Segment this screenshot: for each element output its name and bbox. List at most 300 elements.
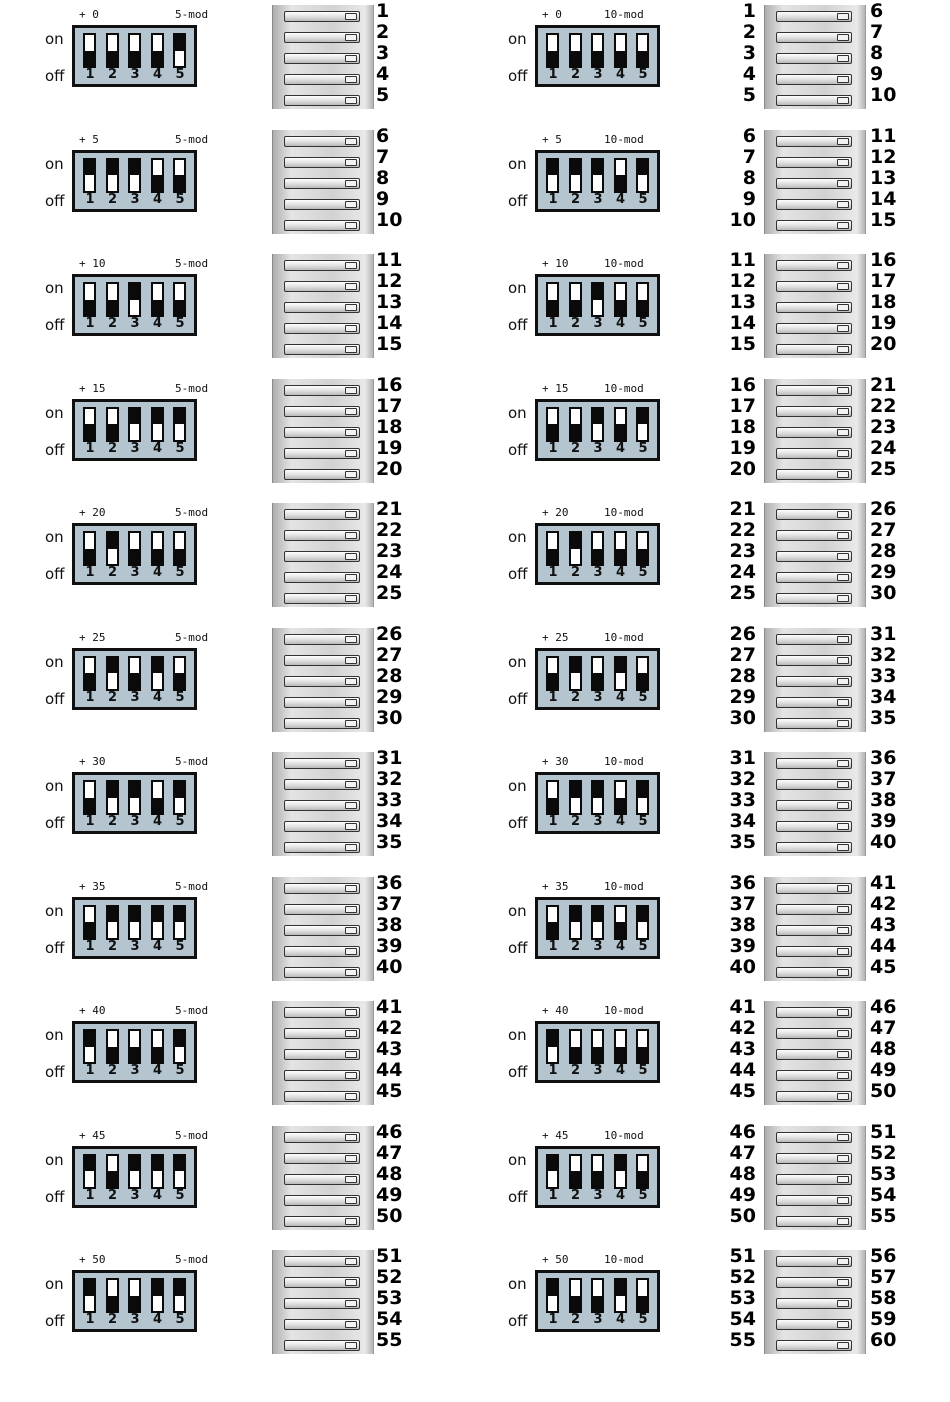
slot-cap [345, 429, 357, 436]
bell-button-slot [776, 74, 852, 85]
slot-cap [345, 802, 357, 809]
switch-number: 2 [107, 1312, 118, 1327]
address-number: 55 [870, 1204, 897, 1227]
switch-number: 3 [593, 689, 603, 705]
right-dip-unit [508, 1001, 698, 1121]
address-number: 7 [870, 21, 884, 43]
bell-button-slot [284, 220, 360, 231]
dip-switch-4 [151, 531, 164, 566]
address-number: 23 [729, 540, 756, 562]
bell-button-slot [776, 1049, 852, 1060]
address-number: 4 [742, 63, 756, 85]
bell-button-slot [284, 136, 360, 147]
switch-number: 3 [130, 191, 140, 207]
switch-number: 3 [593, 67, 603, 82]
bell-button-slot [776, 323, 852, 334]
bell-button-slot [284, 323, 360, 334]
right-dip-unit [508, 130, 698, 250]
dip-switch-1 [546, 905, 559, 940]
bell-button-slot [284, 1216, 360, 1227]
switch-knob [571, 160, 580, 176]
switch-knob [175, 1280, 184, 1296]
dip-switch-1 [83, 407, 96, 442]
bell-button-slot [284, 1070, 360, 1081]
address-number: 36 [376, 871, 403, 894]
switch-number: 1 [85, 565, 95, 580]
dip-switch-2 [106, 1029, 119, 1064]
bell-button-slot [776, 1298, 852, 1309]
bell-button-slot [776, 11, 852, 22]
slot-cap [837, 636, 849, 643]
slot-cap [837, 823, 849, 830]
dip-switch-3 [128, 656, 141, 691]
slot-cap [345, 906, 357, 913]
address-number: 50 [870, 1080, 897, 1102]
slot-cap [837, 138, 849, 145]
offset-label: + 45 [79, 1128, 106, 1142]
address-number: 41 [729, 996, 756, 1018]
dip-switch-3 [591, 158, 604, 193]
dip-switch-5 [636, 1029, 649, 1064]
off-label: off [508, 1312, 528, 1330]
offset-label: + 35 [542, 879, 569, 893]
address-number: 37 [729, 892, 756, 915]
address-number: 20 [870, 333, 897, 355]
switch-number: 5 [638, 316, 648, 331]
slot-cap [345, 636, 357, 643]
left-dip-unit [45, 877, 235, 997]
switch-knob [175, 1031, 184, 1047]
mode-label: 10-mod [604, 506, 644, 519]
dip-switch-3 [128, 158, 141, 193]
off-label: off [508, 565, 528, 583]
address-number: 24 [729, 561, 756, 583]
right-button-panel [764, 752, 866, 856]
switch-knob [548, 424, 557, 440]
bell-button-slot [284, 1153, 360, 1164]
switch-number: 4 [152, 1312, 163, 1327]
slot-cap [837, 450, 849, 457]
on-label: on [508, 1275, 527, 1293]
address-number: 15 [870, 208, 897, 231]
dip-switch-5 [173, 158, 186, 193]
bell-button-slot [284, 572, 360, 583]
left-dip-unit [45, 1126, 235, 1246]
on-label: on [45, 1150, 64, 1169]
switch-number: 5 [175, 938, 185, 954]
dip-switch-block [535, 523, 660, 585]
dip-switch-1 [546, 780, 559, 815]
mode-label: 10-mod [604, 630, 644, 644]
slot-cap [837, 1155, 849, 1162]
on-label: on [508, 154, 527, 173]
off-label: off [45, 1187, 65, 1206]
bell-button-slot [284, 967, 360, 978]
dip-switch-3 [591, 407, 604, 442]
dip-switch-block [535, 399, 660, 461]
address-number: 58 [870, 1287, 897, 1309]
switch-number: 2 [570, 814, 581, 829]
address-number: 44 [729, 1059, 756, 1081]
dip-switch-1 [83, 33, 96, 68]
bell-button-slot [776, 758, 852, 769]
address-number: 5 [742, 84, 756, 106]
address-number: 45 [376, 1080, 403, 1102]
dip-switch-3 [591, 1278, 604, 1313]
bell-button-slot [284, 1319, 360, 1330]
address-number: 6 [870, 0, 884, 22]
address-number: 52 [729, 1266, 756, 1288]
address-number: 17 [376, 394, 403, 417]
address-number: 8 [742, 166, 756, 189]
switch-number: 2 [107, 1063, 118, 1078]
bell-button-slot [776, 427, 852, 438]
switch-knob [175, 673, 184, 689]
switch-knob [108, 782, 117, 798]
dip-switch-block [72, 25, 197, 87]
bell-button-slot [776, 1028, 852, 1039]
slot-cap [837, 657, 849, 664]
dip-switch-5 [636, 282, 649, 317]
switch-number: 3 [130, 1187, 140, 1203]
address-number: 11 [729, 249, 756, 271]
bell-button-slot [776, 967, 852, 978]
left-button-panel [272, 5, 374, 109]
bell-button-slot [284, 697, 360, 708]
mode-label: 5-mod [175, 755, 209, 768]
switch-number: 2 [107, 814, 118, 829]
config-row [0, 747, 950, 872]
bell-button-slot [776, 32, 852, 43]
slot-cap [837, 201, 849, 208]
address-number: 8 [870, 42, 884, 64]
address-number: 1 [376, 0, 390, 22]
switch-knob [638, 409, 647, 425]
on-label: on [45, 652, 64, 671]
switch-number: 2 [107, 440, 118, 456]
address-number: 46 [870, 996, 897, 1018]
mode-label: 5-mod [175, 8, 209, 21]
slot-cap [345, 1279, 357, 1286]
slot-cap [345, 159, 357, 166]
address-number: 54 [729, 1308, 756, 1330]
switch-knob [108, 160, 117, 176]
dip-switch-3 [128, 1029, 141, 1064]
switch-knob [593, 782, 602, 798]
switch-number: 4 [615, 1312, 626, 1327]
dip-switch-2 [569, 656, 582, 691]
address-number: 35 [376, 831, 403, 853]
switch-number: 1 [85, 1063, 95, 1078]
switch-number: 2 [570, 1187, 581, 1203]
address-number: 10 [729, 208, 756, 231]
switch-knob [616, 51, 625, 67]
dip-switch-2 [106, 656, 119, 691]
mode-label: 5-mod [175, 506, 209, 519]
address-number: 49 [870, 1059, 897, 1081]
dip-switch-1 [83, 282, 96, 317]
slot-cap [345, 678, 357, 685]
bell-button-slot [776, 302, 852, 313]
bell-button-slot [284, 260, 360, 271]
address-number: 6 [376, 124, 390, 147]
switch-number: 4 [615, 689, 626, 705]
address-number: 60 [870, 1329, 897, 1351]
right-button-panel [764, 503, 866, 607]
switch-number: 3 [130, 689, 140, 705]
dip-switch-5 [636, 656, 649, 691]
dip-switch-5 [173, 1154, 186, 1189]
switch-knob [616, 1047, 625, 1063]
switch-knob [548, 1031, 557, 1047]
bell-button-slot [776, 385, 852, 396]
switch-number: 1 [548, 565, 558, 580]
dip-switch-5 [173, 531, 186, 566]
bell-button-slot [776, 634, 852, 645]
switch-number: 1 [548, 191, 558, 207]
slot-cap [837, 781, 849, 788]
address-number: 28 [870, 540, 897, 562]
left-button-panel [272, 1001, 374, 1105]
offset-label: + 15 [542, 381, 569, 395]
slot-cap [837, 699, 849, 706]
slot-cap [345, 471, 357, 478]
address-number: 50 [729, 1204, 756, 1227]
switch-number: 1 [548, 316, 558, 331]
dip-switch-block [535, 25, 660, 87]
switch-number: 2 [107, 565, 118, 580]
bell-button-slot [776, 1256, 852, 1267]
switch-number: 4 [615, 938, 626, 954]
slot-cap [345, 969, 357, 976]
left-dip-unit [45, 254, 235, 374]
bell-button-slot [776, 1174, 852, 1185]
switch-number: 1 [548, 938, 558, 954]
switch-knob [638, 907, 647, 923]
dip-switch-4 [614, 780, 627, 815]
switch-knob [616, 175, 625, 191]
switch-knob [638, 782, 647, 798]
switch-knob [571, 907, 580, 923]
switch-knob [130, 782, 139, 798]
address-number: 38 [729, 913, 756, 936]
mode-label: 5-mod [175, 1253, 209, 1266]
dip-switch-5 [636, 33, 649, 68]
dip-switch-5 [636, 158, 649, 193]
bell-button-slot [284, 1174, 360, 1185]
address-number: 8 [376, 166, 390, 189]
switch-number: 5 [175, 689, 185, 705]
address-number: 22 [376, 519, 403, 541]
dip-switch-block [72, 897, 197, 959]
slot-cap [837, 387, 849, 394]
switch-knob [85, 1156, 94, 1172]
address-number: 9 [742, 187, 756, 210]
switch-knob [130, 673, 139, 689]
bell-button-slot [776, 593, 852, 604]
switch-knob [175, 907, 184, 923]
switch-knob [571, 782, 580, 798]
switch-knob [616, 658, 625, 674]
bell-button-slot [284, 157, 360, 168]
slot-cap [345, 97, 357, 104]
bell-button-slot [284, 676, 360, 687]
dip-switch-block [535, 1146, 660, 1208]
address-number: 7 [376, 145, 390, 168]
bell-button-slot [776, 1340, 852, 1351]
dip-switch-1 [546, 1154, 559, 1189]
bell-button-slot [284, 530, 360, 541]
dip-switch-1 [546, 33, 559, 68]
switch-number: 4 [152, 565, 163, 580]
switch-knob [175, 409, 184, 425]
switch-knob [593, 1296, 602, 1312]
switch-number: 2 [107, 191, 118, 207]
slot-cap [837, 1093, 849, 1100]
switch-knob [85, 424, 94, 440]
bell-button-slot [284, 53, 360, 64]
dip-switch-5 [173, 656, 186, 691]
dip-switch-5 [173, 407, 186, 442]
switch-knob [571, 658, 580, 674]
switch-number: 3 [130, 1063, 140, 1078]
slot-cap [345, 1051, 357, 1058]
switch-knob [548, 51, 557, 67]
switch-knob [85, 549, 94, 565]
bell-button-slot [776, 1195, 852, 1206]
address-number: 28 [729, 664, 756, 687]
left-button-panel [272, 877, 374, 981]
dip-switch-2 [106, 33, 119, 68]
off-label: off [508, 938, 528, 957]
address-number: 47 [870, 1017, 897, 1039]
switch-knob [548, 300, 557, 316]
slot-cap [345, 574, 357, 581]
offset-label: + 10 [542, 257, 569, 270]
bell-button-slot [776, 260, 852, 271]
left-button-panel [272, 628, 374, 732]
switch-knob [130, 1156, 139, 1172]
switch-number: 3 [593, 938, 603, 954]
slot-cap [345, 1072, 357, 1079]
address-number: 35 [729, 831, 756, 853]
bell-button-slot [284, 509, 360, 520]
slot-cap [345, 387, 357, 394]
slot-cap [345, 720, 357, 727]
address-number: 29 [376, 685, 403, 708]
bell-button-slot [776, 95, 852, 106]
dip-switch-3 [128, 282, 141, 317]
mode-label: 10-mod [604, 132, 644, 146]
mode-label: 10-mod [604, 1128, 644, 1142]
bell-button-slot [776, 821, 852, 832]
dip-switch-4 [614, 531, 627, 566]
address-number: 31 [376, 747, 403, 769]
switch-number: 2 [570, 1312, 581, 1327]
switch-number: 2 [107, 689, 118, 705]
switch-knob [153, 175, 162, 191]
dip-switch-1 [83, 656, 96, 691]
address-number: 32 [376, 768, 403, 790]
switch-number: 3 [593, 1312, 603, 1327]
offset-label: + 10 [79, 257, 106, 270]
bell-button-slot [776, 904, 852, 915]
address-number: 5 [376, 84, 390, 106]
switch-number: 5 [175, 1312, 185, 1327]
switch-number: 4 [152, 1063, 163, 1078]
address-number: 33 [376, 789, 403, 811]
bell-button-slot [284, 842, 360, 853]
bell-button-slot [776, 676, 852, 687]
bell-button-slot [284, 1132, 360, 1143]
address-number: 26 [870, 498, 897, 520]
switch-number: 5 [175, 67, 185, 82]
address-number: 51 [729, 1245, 756, 1267]
address-number: 26 [729, 622, 756, 645]
slot-cap [345, 1342, 357, 1349]
right-button-panel [764, 1250, 866, 1354]
config-row [0, 124, 950, 250]
address-number: 18 [376, 415, 403, 438]
slot-cap [837, 927, 849, 934]
switch-knob [616, 1156, 625, 1172]
address-number: 34 [870, 685, 897, 708]
address-number: 43 [376, 1038, 403, 1060]
address-number: 12 [729, 270, 756, 292]
slot-cap [345, 34, 357, 41]
bell-button-slot [776, 281, 852, 292]
dip-switch-5 [636, 1154, 649, 1189]
switch-number: 3 [130, 565, 140, 580]
right-dip-unit [508, 752, 698, 872]
switch-number: 5 [175, 1063, 185, 1078]
mode-label: 10-mod [604, 257, 644, 270]
switch-number: 1 [85, 191, 95, 207]
switch-knob [638, 673, 647, 689]
left-dip-unit [45, 5, 235, 125]
bell-button-slot [776, 572, 852, 583]
mode-label: 10-mod [604, 1004, 644, 1017]
switch-number: 2 [107, 67, 118, 82]
switch-knob [130, 1047, 139, 1063]
off-label: off [508, 1063, 528, 1081]
bell-button-slot [776, 800, 852, 811]
dip-switch-1 [83, 1278, 96, 1313]
dip-switch-5 [636, 905, 649, 940]
address-number: 15 [376, 333, 403, 355]
bell-button-slot [776, 406, 852, 417]
switch-number: 4 [615, 191, 626, 207]
dip-switch-2 [569, 407, 582, 442]
dip-switch-4 [151, 1029, 164, 1064]
switch-knob [153, 1280, 162, 1296]
switch-number: 5 [638, 1063, 648, 1078]
address-number: 19 [729, 436, 756, 459]
slot-cap [345, 595, 357, 602]
address-number: 21 [870, 373, 897, 396]
dip-switch-1 [83, 531, 96, 566]
bell-button-slot [776, 1319, 852, 1330]
switch-number: 3 [593, 814, 603, 829]
slot-cap [345, 699, 357, 706]
slot-cap [345, 1218, 357, 1225]
left-button-panel [272, 1250, 374, 1354]
dip-switch-1 [546, 656, 559, 691]
config-row [0, 498, 950, 623]
dip-switch-4 [151, 656, 164, 691]
bell-button-slot [776, 136, 852, 147]
slot-cap [837, 76, 849, 83]
